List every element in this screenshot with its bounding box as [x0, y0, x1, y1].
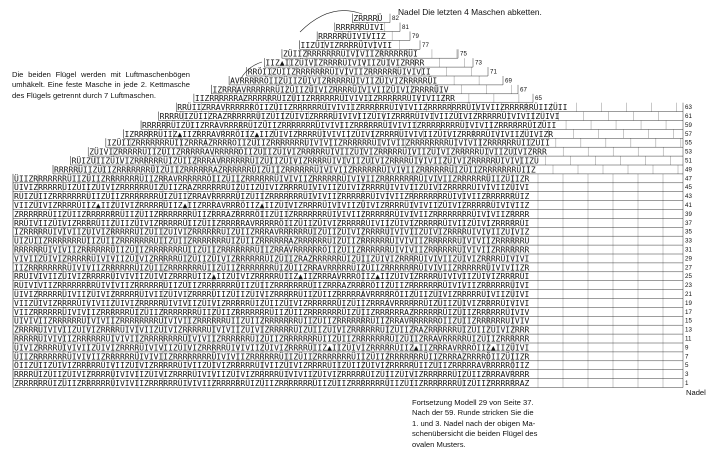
bottom-line: 1. und 3. Nadel nach der obigen Ma-	[412, 418, 536, 428]
needle-label: Nadel	[686, 388, 706, 397]
row-number: 77	[422, 41, 429, 49]
row-number: 61	[685, 113, 692, 120]
chart-row-symbols: RRRRRRÜIVIVIIZ	[318, 31, 386, 41]
chart-row-symbols: ZRRRRÜIVIVIIZÜIVIZRRRRÜIVIVIIZÜIVIZRRRRRÜIVIVIIZÜIVIZRRRRRÜIZÜIIZÜIVIZRRRRRRÜIZÜIIZRAZRRRRRRÜIZÜIIZÜIVIZRRR	[14, 325, 530, 335]
row-number: 17	[685, 308, 692, 316]
bottom-line: Nach der 59. Runde stricken Sie die	[412, 408, 534, 418]
row-number: 33	[685, 237, 692, 245]
row-number: 15	[685, 317, 692, 325]
bottom-line: Fortsetzung Modell 29 von Seite 37.	[412, 398, 534, 407]
chart-row-symbols: AVRRRRRÖIIZÜIIZÜIVIZRRRRRÜIVIIZÜIVIZRRRRRÜI	[230, 76, 438, 86]
bottom-line: schenübersicht die beiden Flügel des	[412, 429, 538, 439]
bottom-line: ovalen Musters.	[412, 439, 466, 449]
chart-row-symbols: RRRRÜIZÜIIZRAZRRRRRRÜIZÜIIZÜIVIZRRRRÜIVIVIIZÜIVIZRRRRÜIVIVIIZÜIVIZRRRRRÜIVIVIIZÜIVI	[159, 112, 560, 121]
chart-row-symbols: IIZRRRRRRAZRRRRRRÜIZÜIIZRRRRRRÜIVIVIIZRRRRRRÜIVIVIIZRR	[194, 94, 455, 104]
row-number: 19	[685, 299, 692, 307]
chart-row-symbols: ÜIVIZRRRRRÜIVIIZÜIVIZRRRRRÜIVIIZÜIVIZRRRRÜIIZÜIIZÜIVIZRRRRRÜIIZÜIIZRRRRRAVRRRRRÖIIZÜIIZÜIVIZRRRRRÜIVIIZÜIVI	[14, 290, 530, 299]
row-number: 82	[392, 15, 399, 23]
chart-row-symbols: IZÜIIZRRRRRRRÜIIZRRRAZRRRRÖIIZÜIIZRRRRRRRÜIVIVIIZRRRRRRÜIVIVIIZRRRRRRRRÜIVIVIIZRRRRRRÜIIZÜII	[106, 138, 550, 148]
chart-row-symbols: ÜIZÜIIZRRRRRRRÜIIZÜIIZRRRRRRRÜIIZÜIIZRRRRRRRÜIZÜIIZRRRRRRAZRRRRRRÜIZÜIIZRRRRRRÜIVIVIIZRRRRRRÜIVIVIIZRRRRRRÜ	[14, 236, 530, 246]
chart-row-symbols: VIIZÜIVIZRRRRÜIIZ▲IIZÜIVIZRRRRRÜIIZ▲IIZRRRAVRRRÖIIZ▲IIZÜIVIZRRRRÜIVIVIIZÜIVIZRRRRÜIVIVIIZÜIVIZRRRRRÜIVIVIIZ	[14, 201, 530, 210]
chart-row-symbols: ÜIVIVIIZRRRRRRÜIVIVIIZRRRRRRRRÜIVIVIIZRRRRRRÜIIZÜIIZRRRRRRRÜIIZÜIIZRRRRRRRÜIIZRRAVRRRRRRÖIIZÜIIZRRRRRRÜIVIV	[14, 316, 530, 326]
chart-row-symbols: IIZ▲IIZÜIVIZRRRRÜIVIVIIZÜIVIZRRRR	[265, 58, 425, 68]
chart-row-symbols: RRRRRÜIIZÜIIZRRRRRRRÜIZÜIIZRRRRRRAZRRRRRRÜIZÜIIZRRRRRRÜIVIVIIZRRRRRRÜIVIVIIZRRRRRRÜIZÜIIZRRRRRRRÜIIZ	[54, 165, 536, 175]
row-number: 21	[685, 291, 692, 298]
row-number: 35	[685, 228, 692, 236]
row-number: 63	[685, 104, 692, 112]
row-number: 65	[535, 95, 542, 103]
chart-row-symbols: ÜIIZRRRRRRRÜIVIVIIZRRRRRRÜIVIVIIZRRRRRRRRÜIVIVIIZRRRRRRÜIIZÜIIZRRRRRRRÜIIZÜIIZRRRRRRRÜIIZRRRAZRRRRÖIIZÜIIZR	[14, 352, 530, 362]
row-number: 81	[402, 24, 409, 31]
chart-row-symbols: RÜIZÜIIZÜIVIZRRRRRRÜIZÜIIZRRRAVRRRRRRÜIZÜIIZÜIVIZRRRRÜIVIVIIZÜIVIZRRRRÜIVIVIIZÜIVIZRRRRRÜIVIVIIZÜ	[71, 156, 539, 166]
row-number: 75	[460, 50, 467, 58]
chart-row-symbols: ZRRRRRRÜIIZÜIIZRRRRRRRÜIIZÜIIZRRRRRRRÜIIZRRRAZRRRRÖIIZÜIIZRRRRRRRÜIVIVIIZRRRRRRÜIVIVIIZRRRRRRRRÜIVIVIIZRRRR	[14, 209, 530, 219]
row-number: 41	[685, 202, 692, 209]
bottom-instruction	[412, 398, 712, 450]
chart-row-symbols: RRÖIIZÜIIZRRRRRRRÜIVIVIIZRRRRRRÜIVIVII	[247, 67, 431, 77]
row-number: 43	[685, 193, 692, 201]
chart-row-symbols: IIZÜIVIZRRRRÜIVIVII	[300, 40, 393, 50]
chart-row-symbols: RRRRRÜIVIVIIZRRRRRRÜIVIVIIZRRRRRRRRÜIVIVIIZRRRRRRÜIZÜIIZRRRRRRRÜIIZÜIIZRRRRRRRÜIZÜIIZRRAVRRRRRÜIZÜIIZRRRRRR	[14, 334, 530, 344]
chart-row-symbols: RÜIZÜIIZRRRRRRRÜIIZÜIIZRRRRRRRÜIZÜIIZRRAVRRRRRÜIZÜIIZRRRRRRRÜIVIVIIZRRRRRRÜIVIVIIZRRRRRRRRÜIVIVIIZRRRRRRÜIZ	[14, 192, 530, 202]
row-number: 73	[475, 59, 482, 67]
row-number: 47	[685, 175, 692, 183]
row-number: 67	[520, 86, 527, 94]
row-number: 79	[412, 32, 419, 40]
row-number: 31	[685, 246, 692, 254]
chart-row-symbols: RRRRRRÜIVI	[335, 23, 384, 32]
chart-row-symbols: RRRRÜIZÜIIZÜIVIZRRRRÜIVIVIIZÜIVIZRRRRÜIVIVIIZÜIVIZRRRRRÜIVIVIIZÜIVIZRRRRRÜIZÜIIZÜIVIZRRRRRRÜIZÜIIZRRRAVRRRR	[14, 370, 530, 380]
row-number: 69	[505, 77, 512, 85]
row-number: 1	[685, 380, 689, 387]
top-instruction: Nadel Die letzten 4 Maschen abketten.	[398, 7, 542, 17]
row-number: 5	[685, 362, 689, 370]
chart-row-symbols: IZRRRAVRRRRRRÜIZÜIIZÜIVIZRRRRÜIVIVIIZÜIVIZRRRRÜIV	[212, 85, 449, 95]
row-number: 27	[685, 264, 692, 272]
row-number: 9	[685, 344, 689, 352]
row-number: 49	[685, 166, 692, 174]
chart-row-symbols: ZRRRRÜ	[353, 14, 383, 24]
left-instruction: Die beiden Flügel werden mit Luftmaschenbögen umhäkelt. Eine feste Masche in jede 2. Kettmasche des Flügels getrennt durch 7 Luftmaschen.	[12, 70, 190, 100]
chart-row-symbols: IIZRRRRRRRRÜIVIVIIZRRRRRRÜIZÜIIZRRRRRRRÜIIZÜIIZRRRRRRRÜIZÜIIZRRAVRRRRRÜIZÜIIZRRRRRRRÜIVIVIIZRRRRRRÜIVIVIIZR	[14, 263, 530, 273]
chart-row-symbols: RRÜIVIIZÜIVIZRRRRÜIIZÜIIZÜIVIZRRRRRÜIIZÜIIZRRRRRAVRRRRRÖIIZÜIIZÜIVIZRRRRRÜIVIIZÜIVIZRRRRRÜIVIIZÜIVIZRRRRRÜI	[14, 218, 530, 228]
chart-row-symbols: RRRRRRÜIZÜIIZRRAVRRRRRÜIZÜIIZRRRRRRRÜIVIVIIZRRRRRRÜIVIVIIZRRRRRRRRÜIVIVIIZRRRRRRÜIZÜII	[142, 120, 557, 130]
row-number: 25	[685, 273, 692, 281]
chart-row-symbols: IZRRRRRÜIIZ▲IIZRRRAVRRRÖIIZ▲IIZÜIVIZRRRRÜIVIVIIZÜIVIZRRRRÜIVIVIIZÜIVIZRRRRRÜIVIVIIZÜIVIZR	[124, 129, 554, 139]
row-number: 45	[685, 184, 692, 192]
chart-row-symbols: RÜIVIVIIZRRRRRRRRÜIVIVIIZRRRRRRÜIIZÜIIZRRRRRRRÜIIZÜIIZRRRRRRRÜIIZRRRAZRRRRÖIIZÜIIZRRRRRRRÜIVIVIIZRRRRRRÜIVI	[14, 281, 530, 291]
row-number: 13	[685, 326, 692, 334]
chart-row-symbols: ÖIIZÜIIZÜIVIZRRRRRÜIVIIZÜIVIZRRRRRÜIVIIZÜIVIZRRRRRÜIVIIZÜIVIZRRRRÜIIZÜIIZÜIVIZRRRRRÜIIZÜIIZRRRRRAVRRRRRÖIIZ	[14, 361, 530, 371]
chart-row-symbols: ZÜIIZRRRRRRRÜIVIVIIZRRRRRRÜI	[282, 49, 418, 59]
chart-row-symbols: ÜIVIZRRRRÜIVIVIIZÜIVIZRRRRÜIVIVIIZÜIVIZRRRRRÜIVIVIIZÜIVIZRRRRÜIIZ▲IIZÜIVIZRRRRRÜIIZ▲IIZRRRAVRRRÖIIZ▲IIZÜIVI	[14, 343, 530, 353]
chart-row-symbols: RRÜIIZRRAVRRRRRRÖIIZÜIIZRRRRRRÜIVIVIIZRRRRRRÜIVIVIIZRRRRRRRRÜIVIVIIZRRRRRRÜIIZÜII	[177, 103, 568, 113]
row-number: 51	[685, 157, 692, 165]
row-number: 71	[490, 68, 497, 76]
row-number: 7	[685, 353, 689, 361]
row-number: 29	[685, 255, 692, 263]
row-number: 3	[685, 371, 689, 379]
row-number: 11	[685, 335, 692, 343]
chart-row-symbols: ÜIIZRRRRRRRÜIIZÜIIZRRRRRRRÜIIZRRAVRRRRRRÖIIZÜIIZRRRRRRÜIVIVIIZRRRRRRÜIVIVIIZRRRRRRRRÜIVIVIIZRRRRRRÜIIZÜIIZR	[14, 174, 530, 184]
row-number: 57	[685, 130, 692, 138]
row-number: 39	[685, 210, 692, 218]
chart-row-symbols: VIIZRRRRRRÜIVIVIIZRRRRRRÜIZÜIIZRRRRRRRÜIIZÜIIZRRRRRRRÜIIZÜIIZRRRRRRRÜIZÜIIZRRRRRRAZRRRRRRÜIZÜIIZRRRRRRÜIVIV	[14, 307, 530, 317]
chart-row-symbols: ÜIVIZRRRRRÜIZÜIIZÜIVIZRRRRRRÜIZÜIIZRAZRRRRRRÜIZÜIIZÜIVIZRRRRÜIVIVIIZÜIVIZRRRRÜIVIVIIZÜIVIZRRRRRÜIVIVIIZÜIVI	[14, 183, 530, 193]
chart-row-symbols: VIIZÜIVIZRRRRÜIVIVIIZÜIVIZRRRRRÜIVIVIIZÜIVIZRRRRRÜIZÜIIZÜIVIZRRRRRRÜIZÜIIZRRRAVRRRRRRÜIZÜIIZÜIVIZRRRRÜIVIVI	[14, 298, 530, 308]
chart-row-symbols: ZRRRRRRÜIZÜIIZRRRRRRÜIVIVIIZRRRRRRÜIVIVIIZRRRRRRÜIZÜIIZRRRRRRRÜIIZÜIIZRRRRRRRÜIIZÜIIZRRRRRRRÜIZÜIIZRRRRRRAZ	[14, 379, 530, 388]
chart-row-symbols: VIVIIZÜIVIZRRRRRÜIVIVIIZÜIVIZRRRRRÜIZÜIIZÜIVIZRRRRRRÜIZÜIIZRAZRRRRRRÜIZÜIIZÜIVIZRRRRÜIVIVIIZÜIVIZRRRRÜIVIVI	[14, 254, 530, 264]
chart-row-symbols: ZÜIVIZRRRRRÜIIZÜIIZRRRRRAVRRRRRÖIIZÜIIZÜIVIZRRRRRÜIVIIZÜIVIZRRRRRÜIVIIZÜIVIZRRRRRÜIVIIZÜIVIZRRR	[89, 147, 547, 157]
chart-row-symbols: RRÜIVIVIIZÜIVIZRRRRRÜIVIVIIZÜIVIZRRRRÜIIZ▲IIZÜIVIZRRRRRÜIIZ▲IIZRRRAVRRRÖIIZ▲IIZÜIVIZRRRRÜIVIVIIZÜIVIZRRRRÜI	[14, 272, 530, 282]
row-number: 59	[685, 121, 692, 129]
row-number: 53	[685, 148, 692, 156]
row-number: 37	[685, 219, 692, 227]
row-number: 23	[685, 282, 692, 290]
chart-row-symbols: IZRRRRRÜIVIVIIZÜIVIZRRRRRÜIZÜIIZÜIVIZRRRRRRÜIZÜIIZRRRAVRRRRRRÜIZÜIIZÜIVIZRRRRÜIVIVIIZÜIVIZRRRRÜIVIVIIZÜIVIZ	[14, 227, 530, 237]
chart-row-symbols: RRRRRRÜIVIVIIZRRRRRRÜIIZÜIIZRRRRRRRÜIIZÜIIZRRRRRRRÜIIZRRAVRRRRRRÖIIZÜIIZRRRRRRÜIVIVIIZRRRRRRÜIVIVIIZRRRRRRR	[14, 245, 530, 255]
row-number: 55	[685, 139, 692, 147]
